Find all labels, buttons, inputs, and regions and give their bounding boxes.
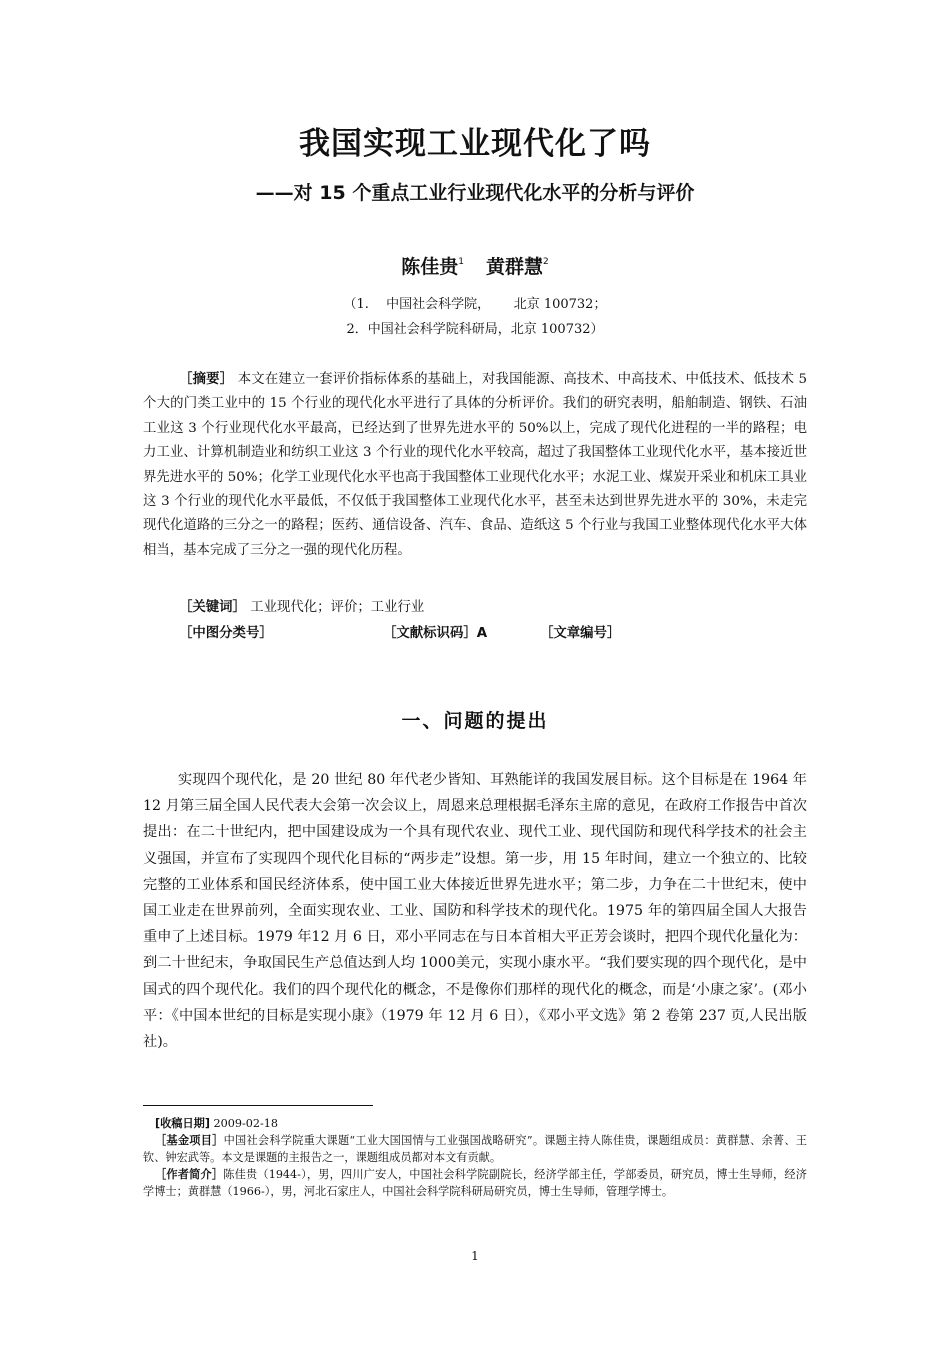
keywords (179, 596, 424, 615)
abstract-label: ［摘要］ (179, 372, 234, 387)
paper-subtitle: ——对 15 个重点工业行业现代化水平的分析与评价 (255, 182, 695, 204)
abstract-text: 本文在建立一套评价指标体系的基础上，对我国能源、高技术、中高技术、中低技术、低技术 5 个大的门类工业中的 15 个行业的现代化水平进行了具体的分析评价。我们的研究表明，船舶制造、钢铁、石油工业这 3 个行业现代化水平最高，已经达到了世界先进水平的 50%以上，完成了现代化进程的一半的路程；电力工业、计算机制造业和纺织工业这 3 个行业的现代化水平较高，超过了我国整体工业现代化水平，基本接近世界先进水平的 50%；化学工业现代化水平也高于我国整体工业现代化水平；水泥工业、煤炭开采业和机床工具业这 3 个行业的现代化水平最低，不仅低于我国整体工业现代化水平，甚至未达到世界先进水平的 30%，未走完现代化道路的三分之一的路程；医药、通信设备、汽车、食品、造纸这 5 个行业与我国工业整体现代化水平大体相当，基本完成了三分之一强的现代化历程。 (143, 372, 807, 558)
footnote-text: 2009-02-18 (209, 1117, 279, 1130)
footnote-funding (143, 1132, 807, 1166)
abstract (143, 368, 807, 563)
affiliation-mark: 2 (543, 257, 549, 267)
keywords-label: ［关键词］ (179, 600, 246, 615)
paper-title: 我国实现工业现代化了吗 (299, 126, 651, 162)
footnote-divider (143, 1105, 373, 1106)
author-list (0, 252, 950, 279)
footnote-label: [收稿日期] (155, 1117, 210, 1130)
body-paragraph: 实现四个现代化，是 20 世纪 80 年代老少皆知、耳熟能详的我国发展目标。这个目标是在 1964 年 12 月第三届全国人民代表大会第一次会议上，周恩来总理根据毛泽东主席的意见，在政府工作报告中首次提出：在二十世纪内，把中国建设成为一个具有现代农业、现代工业、现代国防和现代科学技术的社会主义强国，并宣布了实现四个现代化目标的“两步走”设想。第一步，用 15 年时间，建立一个独立的、比较完整的工业体系和国民经济体系，使中国工业大体接近世界先进水平；第二步，力争在二十世纪末，使中国工业走在世界前列，全面实现农业、工业、国防和科学技术的现代化。1975 年的第四届全国人大报告重申了上述目标。1979 年12 月 6 日，邓小平同志在与日本首相大平正芳会谈时，把四个现代化量化为：到二十世纪末，争取国民生产总值达到人均 1000美元，实现小康水平。“我们要实现的四个现代化，是中国式的四个现代化。我们的四个现代化的概念，不是像你们那样的现代化的概念，而是‘小康之家’。(邓小平：《中国本世纪的目标是实现小康》（1979 年 12 月 6 日），《邓小平文选》第 2 卷第 237 页,人民出版社)。 (143, 772, 807, 1051)
footnotes (143, 1115, 807, 1200)
page-number: 1 (471, 1249, 479, 1263)
author-name: 陈佳贵 (401, 256, 459, 278)
footnote-text: 中国社会科学院重大课题“工业大国国情与工业强国战略研究”。课题主持人陈佳贵，课题组成员：黄群慧、余菁、王钦、钟宏武等。本文是课题的主报告之一，课题组成员都对本文有贡献。 (143, 1134, 807, 1164)
keywords-text: 工业现代化；评价；工业行业 (250, 600, 425, 615)
clc-number-label: ［中图分类号］ (179, 626, 273, 641)
footnote-label: ［作者简介］ (155, 1168, 224, 1181)
author-name: 黄群慧 (486, 256, 544, 278)
affiliation-line: 2．中国社会科学院科研局，北京 100732） (346, 322, 604, 337)
document-code-label: ［文献标识码］A (383, 626, 488, 641)
footnote-author-bio (143, 1166, 807, 1200)
footnote-received-date (143, 1115, 807, 1132)
affiliation-mark: 1 (458, 257, 464, 267)
article-number-label: ［文章编号］ (540, 626, 621, 641)
footnote-text: 陈佳贵（1944-），男，四川广安人，中国社会科学院副院长，经济学部主任，学部委员，研究员，博士生导师，经济学博士；黄群慧（1966-），男，河北石家庄人，中国社会科学院科研局研究员，博士生导师，管理学博士。 (143, 1168, 807, 1198)
section-heading: 一、问题的提出 (401, 710, 549, 732)
affiliation-line: （1. 中国社会科学院， 北京 100732； (343, 297, 607, 312)
footnote-label: ［基金项目］ (155, 1134, 224, 1147)
